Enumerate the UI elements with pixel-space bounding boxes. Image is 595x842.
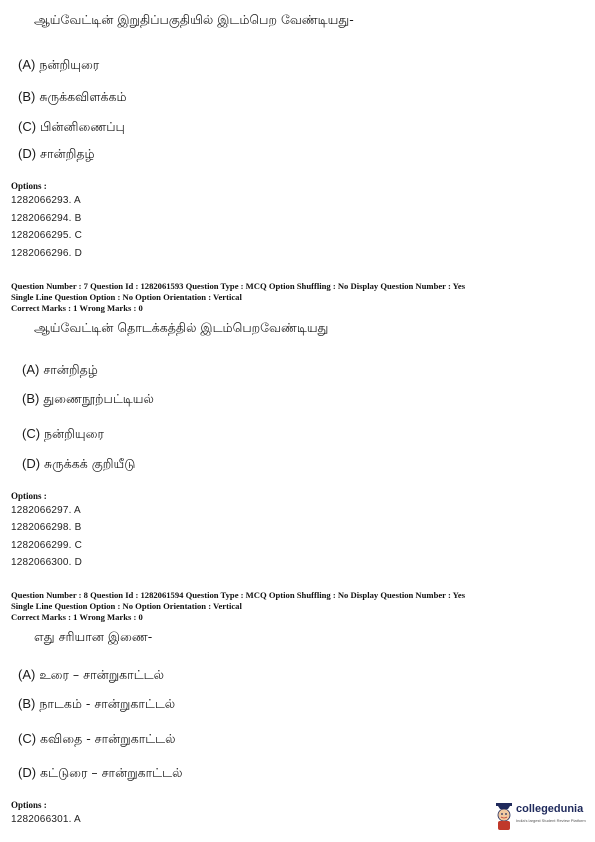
- option-letter: (C): [22, 426, 41, 441]
- option-id: 1282066294. B: [11, 213, 82, 224]
- marks-line: Correct Marks : 1 Wrong Marks : 0: [11, 303, 143, 313]
- option-id: 1282066300. D: [11, 557, 82, 568]
- option-text: கவிதை - சான்றுகாட்டல்: [40, 731, 176, 746]
- option-a: [18, 57, 99, 74]
- option-letter: (A): [18, 57, 36, 72]
- option-text: நன்றியுரை: [44, 426, 104, 441]
- marks-line: Correct Marks : 1 Wrong Marks : 0: [11, 612, 143, 622]
- option-id: 1282066297. A: [11, 505, 81, 516]
- option-id: 1282066298. B: [11, 522, 82, 533]
- option-id: 1282066296. D: [11, 248, 82, 259]
- option-c: [22, 426, 104, 443]
- option-id: 1282066299. C: [11, 540, 82, 551]
- option-text: சுருக்கவிளக்கம்: [39, 89, 127, 104]
- option-letter: (B): [22, 391, 40, 406]
- collegedunia-logo: [494, 801, 590, 835]
- option-letter: (A): [22, 362, 40, 377]
- question-text: ஆய்வேட்டின் இறுதிப்பகுதியில் இடம்பெற வேண்டியது-: [34, 12, 354, 27]
- option-text: கட்டுரை – சான்றுகாட்டல்: [40, 765, 183, 780]
- logo-tagline: India's largest Student Review Platform: [516, 818, 586, 823]
- option-letter: (C): [18, 119, 37, 134]
- option-a: [18, 667, 164, 684]
- option-d: [18, 765, 182, 782]
- option-id: 1282066293. A: [11, 195, 81, 206]
- option-b: [22, 391, 154, 408]
- option-letter: (D): [22, 456, 41, 471]
- options-label: Options :: [11, 491, 47, 501]
- option-a: [22, 362, 98, 379]
- logo-wordmark: collegedunia: [516, 803, 584, 815]
- question-meta-line: Single Line Question Option : No Option Orientation : Vertical: [11, 292, 242, 302]
- option-letter: (A): [18, 667, 36, 682]
- options-label: Options :: [11, 181, 47, 191]
- option-letter: (B): [18, 89, 36, 104]
- option-letter: (C): [18, 731, 37, 746]
- question-meta-line: Question Number : 8 Question Id : 1282061594 Question Type : MCQ Option Shuffling : No Display Question Number : Yes: [11, 590, 466, 600]
- option-d: [18, 146, 95, 163]
- option-text: உரை – சான்றுகாட்டல்: [39, 667, 164, 682]
- option-id: 1282066301. A: [11, 814, 81, 825]
- question-text: ஆய்வேட்டின் தொடக்கத்தில் இடம்பெறவேண்டியது: [34, 320, 329, 335]
- option-letter: (D): [18, 765, 37, 780]
- option-letter: (D): [18, 146, 37, 161]
- option-text: சான்றிதழ்: [43, 362, 98, 377]
- option-id: 1282066295. C: [11, 230, 82, 241]
- question-text: எது சரியான இணை-: [34, 629, 153, 644]
- option-text: துணைநூற்பட்டியல்: [43, 391, 154, 406]
- options-label: Options :: [11, 800, 47, 810]
- option-c: [18, 731, 176, 748]
- option-d: [22, 456, 135, 473]
- option-text: சான்றிதழ்: [40, 146, 95, 161]
- option-text: பின்னிணைப்பு: [40, 119, 125, 134]
- question-meta-line: Question Number : 7 Question Id : 1282061593 Question Type : MCQ Option Shuffling : No Display Question Number : Yes: [11, 281, 466, 291]
- option-b: [18, 89, 127, 106]
- question-meta-line: Single Line Question Option : No Option Orientation : Vertical: [11, 601, 242, 611]
- option-b: [18, 696, 175, 713]
- option-text: நாடகம் - சான்றுகாட்டல்: [39, 696, 176, 711]
- mascot-icon: [494, 803, 514, 831]
- question-meta: [11, 590, 571, 623]
- option-text: நன்றியுரை: [39, 57, 100, 72]
- question-meta: [11, 281, 571, 314]
- option-text: சுருக்கக் குறியீடு: [44, 456, 136, 471]
- option-letter: (B): [18, 696, 36, 711]
- option-c: [18, 119, 125, 136]
